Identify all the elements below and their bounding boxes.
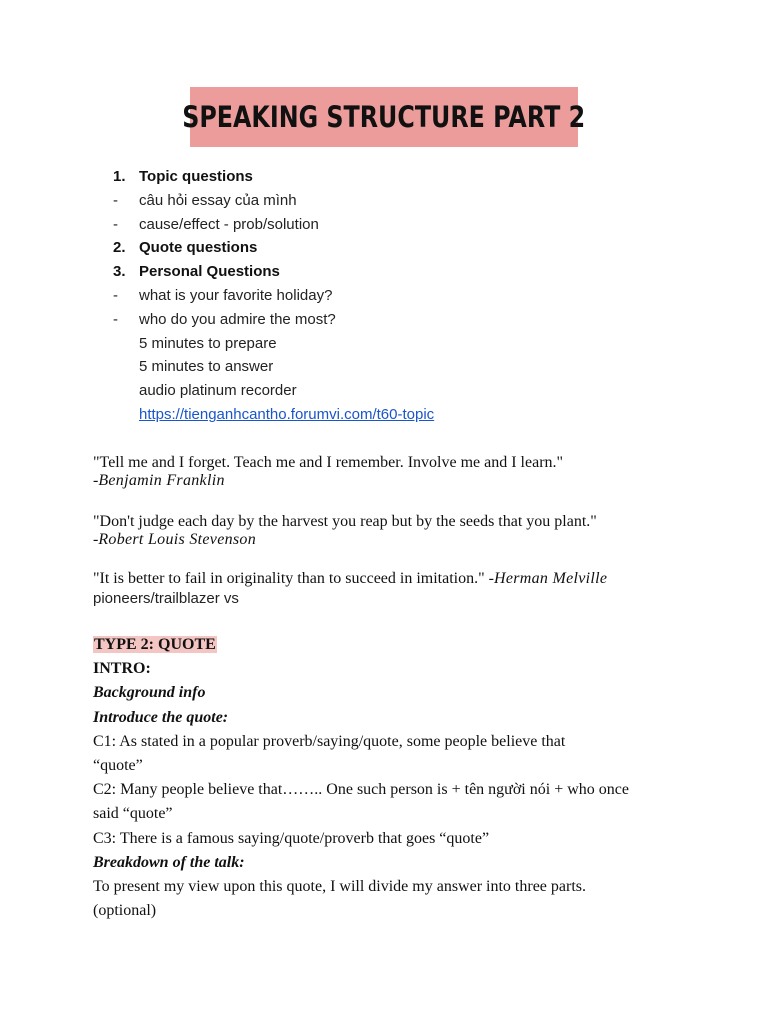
introduce-label: Introduce the quote: — [93, 708, 229, 726]
list-item-text: cause/effect - prob/solution — [139, 215, 319, 233]
quote-text: "Don't judge each day by the harvest you reap but by the seeds that you plant." — [93, 513, 597, 530]
background-label: Background info — [93, 684, 206, 702]
c2-line: said “quote” — [93, 805, 173, 823]
quote-dash: - — [93, 531, 99, 548]
list-item-text: audio platinum recorder — [139, 382, 297, 400]
list-item-text: 5 minutes to answer — [139, 358, 274, 376]
quote-author: Robert Louis Stevenson — [98, 531, 257, 548]
present-line: To present my view upon this quote, I will divide my answer into three parts. — [93, 877, 587, 895]
list-item-text: câu hỏi essay của mình — [139, 191, 297, 209]
list-item-text: Quote questions — [139, 239, 258, 257]
list-marker: - — [113, 310, 118, 328]
c3-line: C3: There is a famous saying/quote/proverb that goes “quote” — [93, 829, 490, 847]
note-text: pioneers/trailblazer vs — [93, 590, 239, 607]
list-item-text: Topic questions — [139, 168, 253, 185]
quote-block — [93, 454, 563, 490]
list-item-text: Personal Questions — [139, 263, 280, 281]
quote-block — [93, 513, 597, 549]
title-banner — [182, 87, 586, 147]
quote-text: "Tell me and I forget. Teach me and I remember. Involve me and I learn." — [93, 454, 564, 471]
intro-label: INTRO: — [93, 660, 151, 678]
type2-section — [93, 633, 629, 923]
list-item-text: what is your favorite holiday? — [139, 286, 333, 304]
topic-link[interactable]: https://tienganhcantho.forumvi.com/t60-topic — [139, 405, 435, 423]
list-marker: 3. — [113, 263, 126, 281]
quote-text: "It is better to fail in originality than to succeed in imitation." - — [93, 570, 494, 587]
quote-author: Benjamin Franklin — [98, 472, 225, 489]
list-marker: 1. — [113, 168, 126, 185]
breakdown-label: Breakdown of the talk: — [93, 853, 245, 871]
list-marker: - — [113, 215, 118, 233]
c1-line: C1: As stated in a popular proverb/saying/quote, some people believe that — [93, 732, 566, 750]
page-title: SPEAKING STRUCTURE PART 2 — [182, 100, 586, 134]
list-marker: 2. — [113, 239, 126, 257]
quote-author: Herman Melville — [493, 570, 608, 587]
list-marker: - — [113, 286, 118, 304]
list-item-text: 5 minutes to prepare — [139, 334, 277, 352]
list-item-text: who do you admire the most? — [139, 310, 336, 328]
quote-dash: - — [93, 472, 99, 489]
c1-line: “quote” — [93, 756, 143, 774]
quote-block — [93, 570, 607, 588]
c2-line: C2: Many people believe that…….. One such person is + tên người nói + who once — [93, 781, 629, 799]
section-heading: TYPE 2: QUOTE — [94, 636, 216, 653]
present-line: (optional) — [93, 902, 157, 920]
list-marker: - — [113, 191, 118, 209]
